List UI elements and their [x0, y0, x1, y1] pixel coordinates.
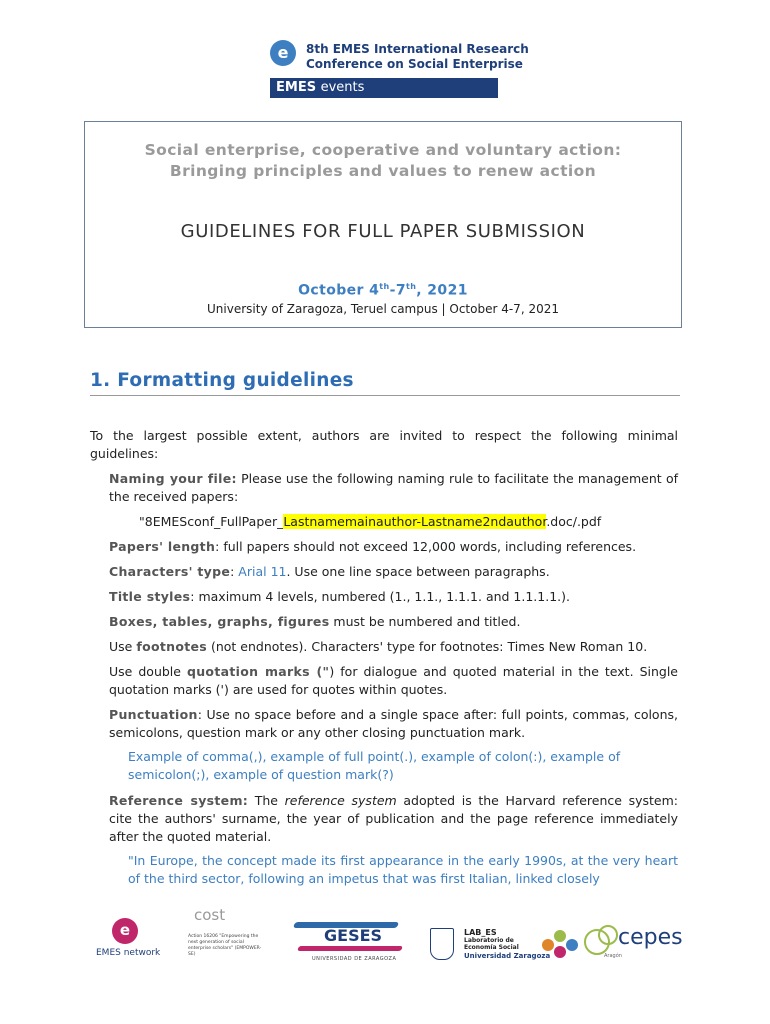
quotation-prefix: Use double [109, 664, 187, 679]
naming-text: Please use the following naming rule to facilitate the management of the received papers: [109, 471, 679, 504]
dates-sup-2: th [405, 282, 417, 291]
punctuation-example: Example of comma(,), example of full point(.), example of colon(:), example of semicolon(;), example of question mark(?) [128, 749, 621, 782]
punctuation-paragraph [109, 706, 678, 742]
conference-dates [85, 282, 681, 299]
chars-label: Characters' type [109, 564, 231, 579]
logo-bar-light: events [320, 80, 365, 95]
geses-logo [294, 918, 406, 966]
title-box [84, 121, 682, 328]
hex-red [554, 946, 566, 958]
section-heading: 1. Formatting guidelines [90, 370, 354, 391]
geses-name: GESES [324, 926, 383, 945]
reference-text: adopted is the Harvard reference system: cite the authors' surname, the year of publication and the page reference immediately after the quoted material. [109, 793, 678, 844]
reference-italic: reference system [284, 793, 397, 808]
reference-paragraph [109, 792, 678, 846]
conference-logo [270, 40, 529, 100]
logo-line-2: Conference on Social Enterprise [306, 57, 523, 71]
punctuation-text: : Use no space before and a single space after: full points, commas, colons, semicolons, question mark or any other closing punctuation mark. [109, 707, 678, 740]
dates-part-2: -7 [389, 282, 406, 299]
chars-text: . Use one line space between paragraphs. [286, 564, 550, 579]
hex-green [554, 930, 566, 942]
length-text: : full papers should not exceed 12,000 words, including references. [215, 539, 637, 554]
emes-network-logo [96, 918, 160, 962]
cost-name: cost [194, 906, 226, 924]
boxes-label: Boxes, tables, graphs, figures [109, 614, 330, 629]
cepes-name: cepes [618, 925, 683, 950]
footnotes-paragraph [109, 638, 678, 656]
labes-name: LAB_ES [464, 928, 497, 937]
emes-network-e-icon: e [112, 918, 138, 944]
dates-sup-1: th [379, 282, 390, 291]
document-title: GUIDELINES FOR FULL PAPER SUBMISSION [180, 221, 586, 242]
emes-network-text: EMES network [96, 948, 161, 958]
labes-logo [430, 928, 551, 966]
section-divider [90, 395, 680, 396]
length-label: Papers' length [109, 539, 216, 554]
naming-paragraph [109, 470, 678, 506]
emes-events-bar [270, 78, 498, 98]
reference-example: "In Europe, the concept made its first appearance in the early 1990s, at the very heart of the third sector, following an impetus that was first Italian, linked closely [128, 853, 678, 886]
footnotes-text: (not endnotes). Characters' type for footnotes: Times New Roman 10. [207, 639, 648, 654]
footnotes-prefix: Use [109, 639, 137, 654]
dates-part-1: October 4 [298, 282, 380, 299]
boxes-paragraph [109, 613, 678, 631]
emes-e-icon: e [270, 40, 296, 66]
cost-subtitle: Action 16206 "Empowering the next generation of social enterprise scholars" (EMPOWER-SE) [188, 934, 262, 957]
labes-university: Universidad Zaragoza [464, 952, 551, 960]
cepes-ring-small-icon [598, 925, 618, 945]
cepes-logo [584, 925, 684, 965]
reference-prefix: The [248, 793, 285, 808]
naming-suffix: .doc/.pdf [546, 514, 602, 529]
chars-font-link[interactable]: Arial 11 [238, 564, 287, 579]
length-paragraph [109, 538, 678, 556]
punctuation-label: Punctuation [109, 707, 198, 722]
venue: University of Zaragoza, Teruel campus | October 4-7, 2021 [207, 302, 559, 316]
university-crest-icon [430, 928, 454, 960]
chars-paragraph [109, 563, 678, 581]
reference-label: Reference system: [109, 793, 249, 808]
quotation-text: ) for dialogue and quoted material in the text. Single quotation marks (') are used for quotes within quotes. [109, 664, 678, 697]
titles-label: Title styles [109, 589, 191, 604]
titles-text: : maximum 4 levels, numbered (1., 1.1., 1.1.1. and 1.1.1.1.). [190, 589, 570, 604]
naming-prefix: "8EMESconf_FullPaper_ [139, 514, 284, 529]
naming-label: Naming your file: [109, 471, 237, 486]
cost-logo [178, 906, 268, 956]
titles-paragraph [109, 588, 678, 606]
boxes-text: must be numbered and titled. [329, 614, 521, 629]
footnotes-label: footnotes [136, 639, 207, 654]
chars-colon: : [230, 564, 239, 579]
labes-desc: Laboratorio de Economía Social [464, 937, 519, 951]
dates-part-3: , 2021 [416, 282, 468, 299]
intro-paragraph: To the largest possible extent, authors are invited to respect the following minimal guidelines: [90, 428, 678, 461]
conference-theme: Social enterprise, cooperative and voluntary action: Bringing principles and values to renew action [144, 141, 622, 180]
quotation-label: quotation marks (" [186, 664, 330, 679]
hexagon-cluster-icon [542, 930, 582, 960]
geses-university: UNIVERSIDAD DE ZARAGOZA [312, 956, 397, 962]
cepes-region: Aragón [604, 953, 622, 959]
hex-orange [542, 939, 554, 951]
naming-example [139, 513, 679, 531]
geses-swoosh-bottom [297, 946, 403, 951]
hex-blue [566, 939, 578, 951]
logo-bar-bold: EMES [276, 80, 317, 95]
logo-line-1: 8th EMES International Research [306, 42, 529, 56]
quotation-paragraph [109, 663, 678, 699]
naming-highlight: Lastnamemainauthor-Lastname2ndauthor [283, 514, 547, 529]
